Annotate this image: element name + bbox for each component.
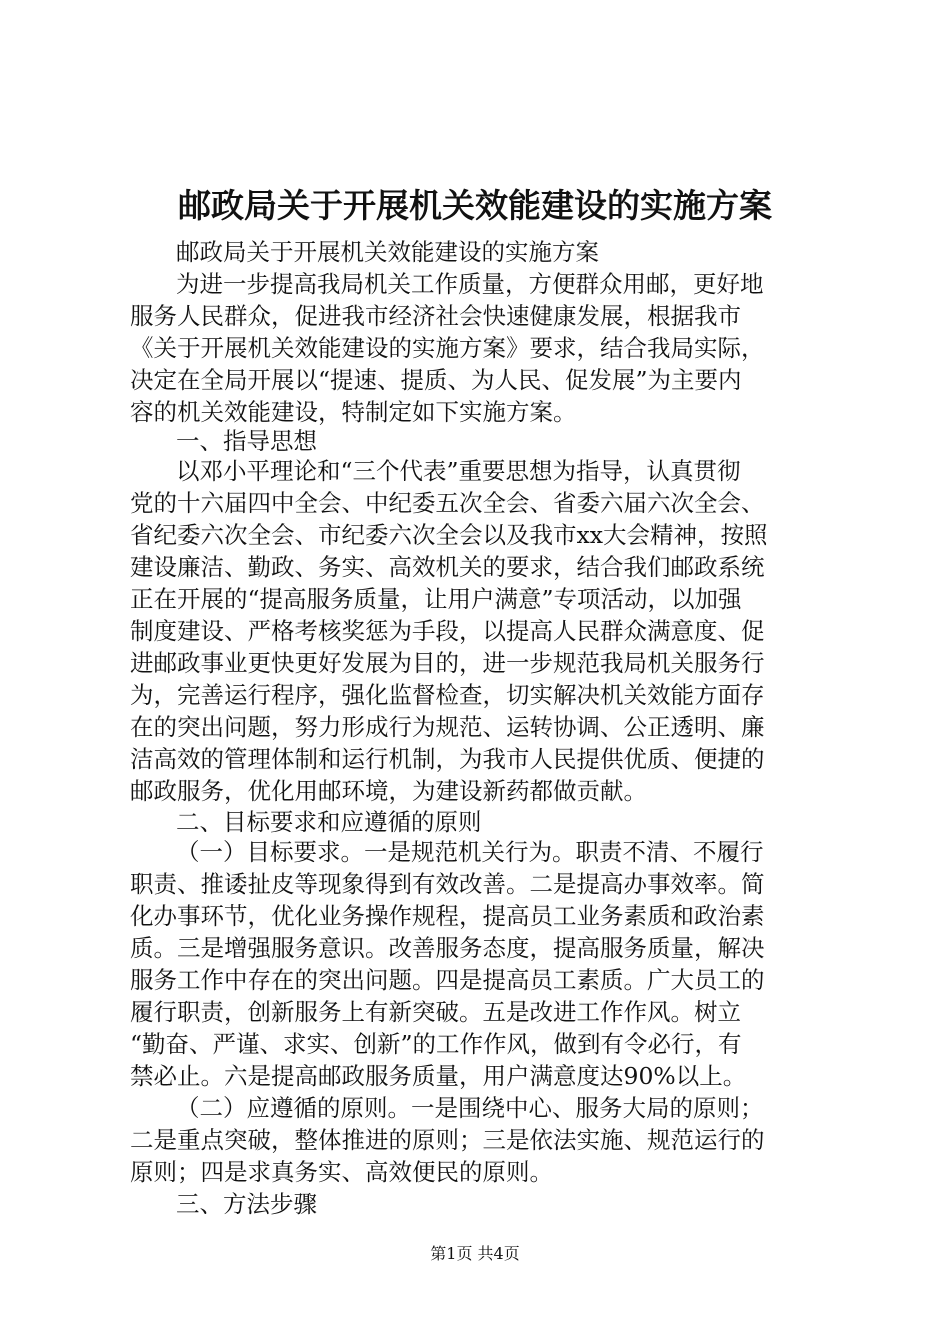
body-line: 原则；四是求真务实、高效便民的原则。 — [130, 1158, 553, 1186]
body-line: 履行职责，创新服务上有新突破。五是改进工作作风。树立 — [130, 998, 741, 1026]
body-line: 洁高效的管理体制和运行机制，为我市人民提供优质、便捷的 — [130, 745, 765, 773]
body-line: （一）目标要求。一是规范机关行为。职责不清、不履行 — [176, 838, 764, 866]
page-number: 第1页 共4页 — [430, 1244, 520, 1263]
body-line: 职责、推诿扯皮等现象得到有效改善。二是提高办事效率。简 — [130, 870, 765, 898]
body-line: 邮政局关于开展机关效能建设的实施方案 — [176, 238, 599, 266]
body-line: 服务工作中存在的突出问题。四是提高员工素质。广大员工的 — [130, 966, 765, 994]
body-line: 化办事环节，优化业务操作规程，提高员工业务素质和政治素 — [130, 902, 765, 930]
section-heading: 三、方法步骤 — [176, 1190, 317, 1218]
section-heading: 二、目标要求和应遵循的原则 — [176, 808, 482, 836]
body-line: 服务人民群众，促进我市经济社会快速健康发展，根据我市 — [130, 302, 741, 330]
body-line: 《关于开展机关效能建设的实施方案》要求，结合我局实际， — [130, 334, 765, 362]
body-line: 进邮政事业更快更好发展为目的，进一步规范我局机关服务行 — [130, 649, 765, 677]
body-line: 制度建设、严格考核奖惩为手段，以提高人民群众满意度、促 — [130, 617, 765, 645]
body-line: 邮政服务，优化用邮环境，为建设新药都做贡献。 — [130, 777, 647, 805]
body-line: 党的十六届四中全会、中纪委五次全会、省委六届六次全会、 — [130, 489, 765, 517]
body-line: 禁必止。六是提高邮政服务质量，用户满意度达90%以上。 — [130, 1062, 747, 1090]
body-line: 为，完善运行程序，强化监督检查，切实解决机关效能方面存 — [130, 681, 765, 709]
body-line: 建设廉洁、勤政、务实、高效机关的要求，结合我们邮政系统 — [130, 553, 765, 581]
body-line: 质。三是增强服务意识。改善服务态度，提高服务质量，解决 — [130, 934, 765, 962]
body-line: 正在开展的“提高服务质量，让用户满意”专项活动，以加强 — [130, 585, 742, 613]
section-heading: 一、指导思想 — [176, 427, 317, 455]
document-title: 邮政局关于开展机关效能建设的实施方案 — [178, 186, 772, 225]
body-line: 二是重点突破，整体推进的原则；三是依法实施、规范运行的 — [130, 1126, 765, 1154]
body-line: 决定在全局开展以“提速、提质、为人民、促发展”为主要内 — [130, 366, 742, 394]
body-line: （二）应遵循的原则。一是围绕中心、服务大局的原则； — [176, 1094, 764, 1122]
body-line: 容的机关效能建设，特制定如下实施方案。 — [130, 398, 577, 426]
body-line: “勤奋、严谨、求实、创新”的工作作风，做到有令必行，有 — [130, 1030, 742, 1058]
body-line: 以邓小平理论和“三个代表”重要思想为指导，认真贯彻 — [176, 457, 741, 485]
body-line: 为进一步提高我局机关工作质量，方便群众用邮，更好地 — [176, 270, 764, 298]
body-line: 省纪委六次全会、市纪委六次全会以及我市xx大会精神，按照 — [130, 521, 768, 549]
body-line: 在的突出问题，努力形成行为规范、运转协调、公正透明、廉 — [130, 713, 765, 741]
